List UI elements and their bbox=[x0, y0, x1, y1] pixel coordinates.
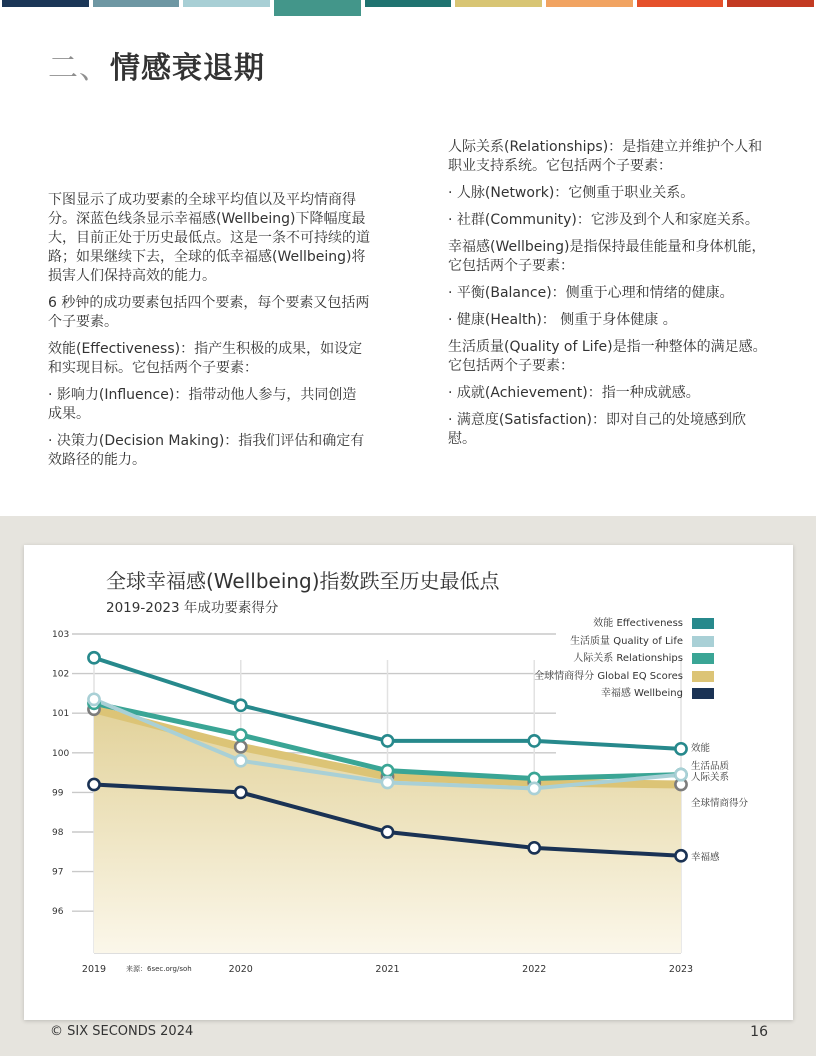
legend-swatch bbox=[692, 653, 714, 664]
legend-swatch bbox=[692, 688, 714, 699]
data-point bbox=[529, 735, 540, 746]
legend-label: 全球情商得分 Global EQ Scores bbox=[534, 670, 683, 682]
data-point bbox=[88, 779, 99, 790]
y-tick-label: 98 bbox=[52, 828, 64, 838]
right-paragraph-9: · 满意度(Satisfaction)：即对自己的处境感到欣慰。 bbox=[448, 412, 746, 447]
data-point bbox=[88, 652, 99, 663]
chart-subtitle: 2019-2023 年成功要素得分 bbox=[106, 600, 279, 616]
legend-item bbox=[534, 633, 714, 651]
right-paragraph-8: · 成就(Achievement)：指一种成就感。 bbox=[448, 385, 700, 401]
right-paragraph-6: · 健康(Health)： 侧重于身体健康 。 bbox=[448, 312, 677, 328]
legend-label: 人际关系 Relationships bbox=[573, 653, 683, 664]
legend-label: 幸福感 Wellbeing bbox=[600, 688, 683, 699]
data-point bbox=[529, 783, 540, 794]
legend-item bbox=[534, 650, 714, 668]
x-tick-label: 2023 bbox=[668, 964, 694, 975]
x-tick-label: 2022 bbox=[522, 964, 547, 975]
right-paragraph-3: · 社群(Community)：它涉及到个人和家庭关系。 bbox=[448, 212, 759, 228]
left-paragraph-3: 效能(Effectiveness)：指产生积极的成果，如设定和实现目标。它包括两个子要素： bbox=[48, 341, 363, 376]
left-paragraph-4: · 影响力(Influence)：指带动他人参与，共同创造成果。 bbox=[48, 387, 357, 422]
data-point bbox=[675, 743, 686, 754]
data-point bbox=[235, 755, 246, 766]
legend-swatch bbox=[692, 671, 714, 682]
data-point bbox=[88, 694, 99, 705]
y-tick-label: 100 bbox=[52, 748, 70, 759]
y-tick-label: 96 bbox=[52, 907, 64, 918]
data-point bbox=[382, 735, 393, 746]
right-paragraph-5: · 平衡(Balance)：侧重于心理和情绪的健康。 bbox=[448, 285, 734, 301]
y-tick-label: 102 bbox=[52, 669, 70, 680]
data-point bbox=[382, 826, 393, 837]
data-point bbox=[382, 777, 393, 788]
left-paragraph-1: 下图显示了成功要素的全球平均值以及平均情商得分。深蓝色线条显示幸福感(Wellbeing)下降幅度最大，目前正处于历史最低点。这是一条不可持续的道路；如果继续下去，全球的低幸福感(Wellbeing)将损害人们保持高效的能力。 bbox=[48, 192, 370, 284]
right-paragraph-1: 人际关系(Relationships)：是指建立并维护个人和职业支持系统。它包括两个子要素： bbox=[448, 139, 763, 174]
right-paragraph-4: 幸福感(Wellbeing)是指保持最佳能量和身体机能，它包括两个子要素： bbox=[448, 239, 766, 274]
left-paragraph-2: 6 秒钟的成功要素包括四个要素，每个要素又包括两个子要素。 bbox=[48, 295, 370, 330]
series-end-label: 人际关系 bbox=[691, 772, 730, 783]
left-paragraph-5: · 决策力(Decision Making)：指我们评估和确定有效路径的能力。 bbox=[48, 433, 365, 468]
chart-legend bbox=[534, 615, 714, 703]
y-tick-label: 97 bbox=[52, 867, 64, 878]
y-tick-label: 103 bbox=[52, 630, 70, 640]
chart-title: 全球幸福感(Wellbeing)指数跌至历史最低点 bbox=[106, 569, 500, 593]
legend-swatch bbox=[692, 618, 714, 629]
legend-label: 效能 Effectiveness bbox=[593, 618, 683, 629]
series-end-label: 效能 bbox=[691, 743, 711, 754]
data-point bbox=[235, 741, 246, 752]
legend-item bbox=[534, 615, 714, 633]
legend-swatch bbox=[692, 636, 714, 647]
series-end-label: 幸福感 bbox=[691, 852, 720, 863]
data-point bbox=[235, 700, 246, 711]
data-point bbox=[529, 842, 540, 853]
source-label: 来源：6sec.org/soh bbox=[126, 965, 192, 973]
data-point bbox=[235, 787, 246, 798]
page-title-text: 情感衰退期 bbox=[110, 51, 265, 86]
right-paragraph-2: · 人脉(Network)：它侧重于职业关系。 bbox=[448, 185, 695, 201]
y-tick-label: 101 bbox=[52, 709, 70, 720]
data-point bbox=[675, 850, 686, 861]
legend-item bbox=[534, 685, 714, 703]
series-end-label: 生活品质 bbox=[691, 761, 730, 772]
data-point bbox=[235, 729, 246, 740]
right-paragraph-7: 生活质量(Quality of Life)是指一种整体的满足感。它包括两个子要素： bbox=[448, 339, 767, 374]
data-point bbox=[382, 765, 393, 776]
series-end-label: 全球情商得分 bbox=[691, 798, 749, 809]
legend-label: 生活质量 Quality of Life bbox=[570, 635, 683, 647]
y-tick-label: 99 bbox=[52, 788, 64, 799]
x-tick-label: 2019 bbox=[81, 964, 107, 975]
page-title-prefix: 二、 bbox=[48, 51, 110, 86]
page-number: 16 bbox=[750, 1024, 768, 1040]
data-point bbox=[675, 769, 686, 780]
x-tick-label: 2020 bbox=[228, 964, 253, 975]
x-tick-label: 2021 bbox=[375, 964, 400, 975]
footer-copyright: © SIX SECONDS 2024 bbox=[50, 1024, 194, 1039]
legend-item bbox=[534, 668, 714, 686]
